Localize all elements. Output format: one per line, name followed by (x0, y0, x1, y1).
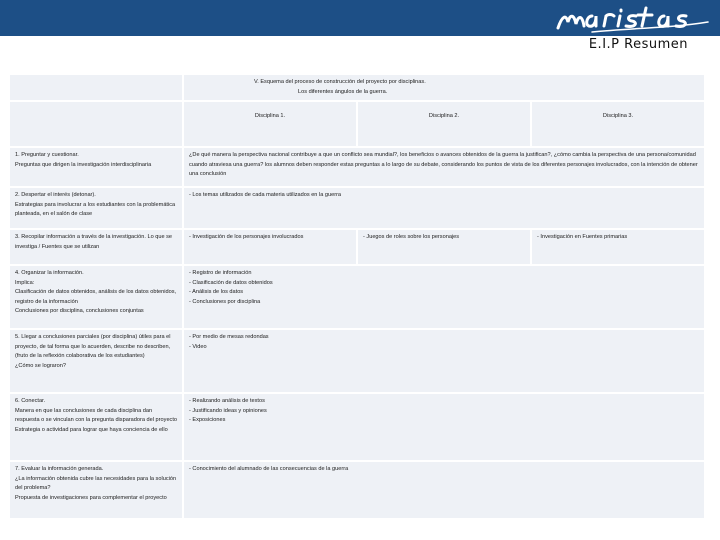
discipline-cell: - Por medio de mesas redondas - Video (184, 330, 706, 394)
step-cell: 5. Llegar a conclusiones parciales (por disciplina) útiles para el proyecto, de tal forma que lo acuerden, describe no describen, (fruto de la reflexión colaborativa de los estudiantes) ¿Cómo se lograron? (10, 330, 184, 394)
discipline-cell: - Los temas utilizados de cada materia utilizados en la guerra (184, 188, 706, 230)
discipline-cell: - Realizando análisis de textos - Justificando ideas y opiniones - Exposiciones (184, 394, 706, 462)
discipline-cell: - Conocimiento del alumnado de las consecuencias de la guerra (184, 462, 706, 520)
discipline-1-cell: - Investigación de los personajes involucrados (184, 230, 358, 266)
table-row (10, 188, 706, 230)
table-row (10, 394, 706, 462)
step-cell: 3. Recopilar información a través de la investigación. Lo que se investiga / Fuentes que se utilizan (10, 230, 184, 266)
column-header-1: Disciplina 1. (184, 102, 358, 148)
discipline-3-cell: - Investigación en Fuentes primarias (532, 230, 706, 266)
project-scheme-table (10, 75, 706, 520)
table-row (10, 462, 706, 520)
table-title-spacer (10, 75, 184, 102)
column-header-2: Disciplina 2. (358, 102, 532, 148)
header-empty-cell (10, 102, 184, 148)
column-header-3: Disciplina 3. (532, 102, 706, 148)
page-subtitle: E.I.P Resumen (588, 37, 688, 52)
step-cell: 6. Conectar. Manera en que las conclusiones de cada disciplina dan respuesta o se vinculan con la pregunta disparadora del proyecto Estrategia o actividad para lograr que haya conciencia de ello (10, 394, 184, 462)
discipline-cell: ¿De qué manera la perspectiva nacional contribuye a que un conflicto sea mundial?, los beneficios o avances obtenidos de la guerra la justifican?, ¿cómo cambia la perspectiva de una persona/comunidad cuando atraviesa una guerra? los alumnos deben responder estas preguntas a lo largo de su debate, considerando los puntos de vista de los diferentes personajes involucrados, con la intención de obtener una conclusión (184, 148, 706, 188)
maristas-logo (552, 2, 712, 36)
table-row (10, 330, 706, 394)
step-cell: 1. Preguntar y cuestionar. Preguntas que dirigen la investigación interdisciplinaria (10, 148, 184, 188)
step-cell: 7. Evaluar la información generada. ¿La información obtenida cubre las necesidades para la solución del problema? Propuesta de investigaciones para complementar el proyecto (10, 462, 184, 520)
discipline-cell: - Registro de información - Clasificación de datos obtenidos - Análisis de los datos - Conclusiones por disciplina (184, 266, 706, 330)
table-title-line1: V. Esquema del proceso de construcción del proyecto por disciplinas. (254, 79, 426, 85)
step-cell: 2. Despertar el interés (detonar). Estrategias para involucrar a los estudiantes con la problemática planteada, en el salón de clase (10, 188, 184, 230)
discipline-2-cell: - Juegos de roles sobre los personajes (358, 230, 532, 266)
table-row (10, 266, 706, 330)
table-title (184, 75, 706, 102)
table-row (10, 148, 706, 188)
table-row (10, 230, 706, 266)
table-title-line2: Los diferentes ángulos de la guerra. (298, 88, 388, 95)
step-cell: 4. Organizar la información. Implica: Clasificación de datos obtenidos, análisis de los datos obtenidos, registro de la información Conclusiones por disciplina, conclusiones conjuntas (10, 266, 184, 330)
